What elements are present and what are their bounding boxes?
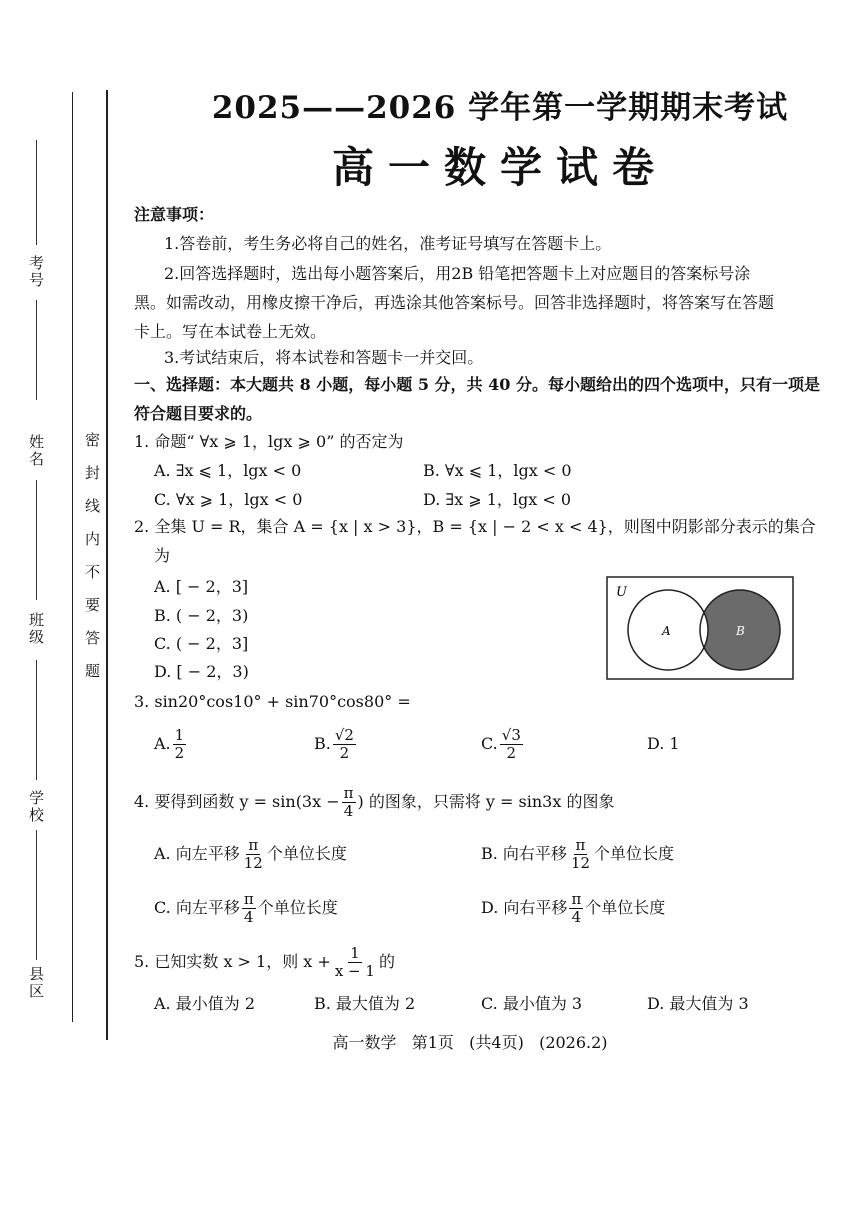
q3-option-c: C. $\frac{√3}{2}$ [481,726,521,762]
seal-line-thick [106,90,108,1040]
q5-option-d: D. 最大值为 3 [647,994,749,1013]
note-2-line-1: 2.回答选择题时，选出每小题答案后，用2B 铅笔把答题卡上对应题目的答案标号涂 [164,264,751,283]
paper-title: 高一数学试卷 [331,143,668,192]
section-1-heading: 一、选择题：本大题共 8 小题，每小题 5 分，共 40 分。每小题给出的四个选项中，只有一项是 [134,375,820,394]
page-footer: 高一数学 第1页 (共4页) (2026.2) [332,1033,608,1052]
exam-no-line-lower [36,300,37,400]
school-line [36,830,37,960]
q4-option-d: D. 向右平移 $\frac{\pi}{4}$ 个单位长度 [481,890,666,926]
q4-option-a: A. 向左平移 $\frac{\pi}{12}$ 个单位长度 [154,836,347,872]
q2-option-c: C. ( − 2，3] [154,634,249,653]
venn-a-label: A [662,624,671,638]
note-1: 1.答卷前，考生务必将自己的姓名，准考证号填写在答题卡上。 [164,234,612,253]
school-label: 学校 [27,790,45,824]
q5-option-a: A. 最小值为 2 [154,994,255,1013]
section-1-heading-cont: 符合题目要求的。 [134,404,263,423]
q1-option-a: A. ∃x ⩽ 1，lgx < 0 [154,461,302,480]
venn-u-label: U [616,585,627,600]
q2-stem-cont: 为 [154,546,171,565]
note-2-line-2: 黑。如需改动，用橡皮擦干净后，再选涂其他答案标号。回答非选择题时，将答案写在答题 [134,293,775,312]
q1-option-d: D. ∃x ⩾ 1，lgx < 0 [423,490,572,509]
venn-diagram [606,576,794,680]
seal-warning: 密封线内不要答题 [83,432,101,696]
q2-stem: 2. 全集 U = R，集合 A = {x | x > 3}，B = {x | − 2 < x < 4}，则图中阴影部分表示的集合 [134,517,816,536]
q5-option-b: B. 最大值为 2 [314,994,416,1013]
name-label: 姓名 [27,434,45,468]
q3-option-d: D. 1 [647,734,680,753]
q2-option-b: B. ( − 2，3) [154,606,249,625]
q3-option-a: A. $\frac{1}{2}$ [154,726,185,762]
exam-no-line [36,140,37,245]
q2-option-a: A. [ − 2，3] [154,577,249,596]
q1-option-b: B. ∀x ⩽ 1，lgx < 0 [423,461,572,480]
q5-option-c: C. 最小值为 3 [481,994,583,1013]
district-label: 县区 [27,966,45,1000]
venn-b-label: B [736,624,745,638]
q1-stem: 1. 命题“ ∀x ⩾ 1，lgx ⩾ 0” 的否定为 [134,432,404,451]
q4-option-b: B. 向右平移 $\frac{\pi}{12}$ 个单位长度 [481,836,675,872]
q3-option-b: B. $\frac{√2}{2}$ [314,726,354,762]
q5-stem: 5. 已知实数 x > 1，则 x + $\frac{1}{x - 1}$ 的 [134,944,395,980]
note-2-line-3: 卡上。写在本试卷上无效。 [134,322,327,341]
note-3: 3.考试结束后，将本试卷和答题卡一并交回。 [164,348,484,367]
q2-option-d: D. [ − 2，3) [154,662,249,681]
seal-line-thin [72,92,73,1022]
q4-stem: 4. 要得到函数 y = sin(3x − $\frac{\pi}{4}$ ) 的图象，只需将 y = sin3x 的图象 [134,784,615,820]
class-line [36,660,37,780]
q1-option-c: C. ∀x ⩾ 1，lgx < 0 [154,490,303,509]
exam-title: 2025——2026 学年第一学期期末考试 [211,90,789,126]
notes-heading: 注意事项： [134,205,215,224]
q4-option-c: C. 向左平移 $\frac{\pi}{4}$ 个单位长度 [154,890,338,926]
class-label: 班级 [27,612,45,646]
q3-stem: 3. sin20°cos10° + sin70°cos80° = [134,692,411,711]
exam-no-label: 考号 [27,255,45,289]
name-line [36,480,37,600]
